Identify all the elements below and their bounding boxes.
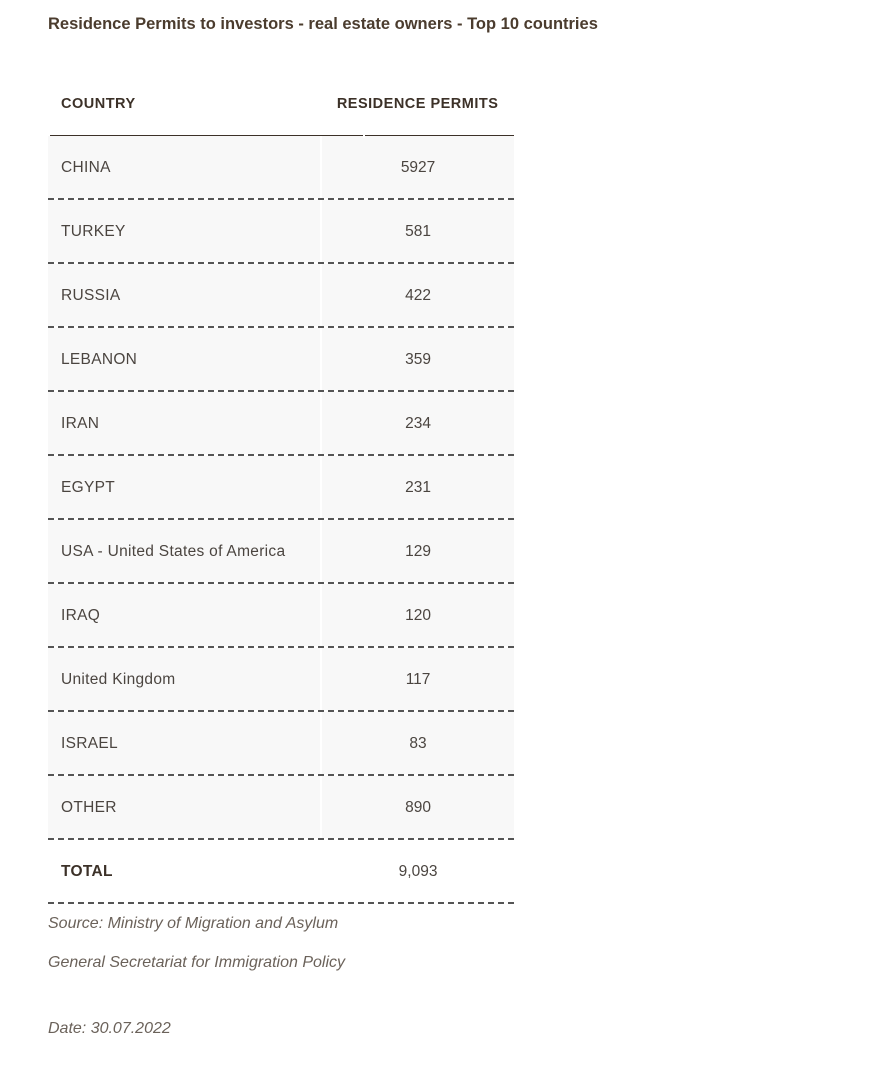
table-row [48, 776, 514, 840]
page-title: Residence Permits to investors - real estate owners - Top 10 countries [48, 15, 598, 33]
total-row [48, 840, 514, 904]
permits-table [48, 72, 514, 904]
table-header [50, 72, 514, 136]
table-row [48, 392, 514, 456]
country-cell: LEBANON [48, 328, 322, 390]
table-row [48, 584, 514, 648]
source-note: Source: Ministry of Migration and Asylum [48, 915, 339, 932]
country-cell: CHINA [48, 136, 322, 198]
table-row [48, 200, 514, 264]
table-row [48, 712, 514, 776]
permits-cell: 117 [322, 648, 514, 710]
permits-cell: 231 [322, 456, 514, 518]
header-country: COUNTRY [61, 96, 136, 112]
permits-cell: 359 [322, 328, 514, 390]
header-residence-permits: RESIDENCE PERMITS [336, 96, 499, 112]
table-row [48, 264, 514, 328]
table-row [48, 136, 514, 200]
country-cell: OTHER [48, 776, 322, 838]
table-row [48, 648, 514, 712]
permits-cell: 120 [322, 584, 514, 646]
country-cell: USA - United States of America [48, 520, 322, 582]
table-row [48, 456, 514, 520]
country-cell: ISRAEL [48, 712, 322, 774]
country-cell: United Kingdom [48, 648, 322, 710]
secretariat-note: General Secretariat for Immigration Policy [48, 954, 345, 971]
country-cell: IRAN [48, 392, 322, 454]
table-row [48, 328, 514, 392]
country-cell: TURKEY [48, 200, 322, 262]
date-note: Date: 30.07.2022 [48, 1020, 171, 1037]
total-label: TOTAL [48, 840, 322, 902]
permits-cell: 422 [322, 264, 514, 326]
permits-cell: 83 [322, 712, 514, 774]
permits-cell: 890 [322, 776, 514, 838]
total-value: 9,093 [322, 840, 514, 902]
permits-cell: 129 [322, 520, 514, 582]
table-row [48, 520, 514, 584]
permits-cell: 5927 [322, 136, 514, 198]
country-cell: RUSSIA [48, 264, 322, 326]
header-divider-gap [363, 132, 365, 138]
country-cell: EGYPT [48, 456, 322, 518]
country-cell: IRAQ [48, 584, 322, 646]
permits-cell: 581 [322, 200, 514, 262]
permits-cell: 234 [322, 392, 514, 454]
